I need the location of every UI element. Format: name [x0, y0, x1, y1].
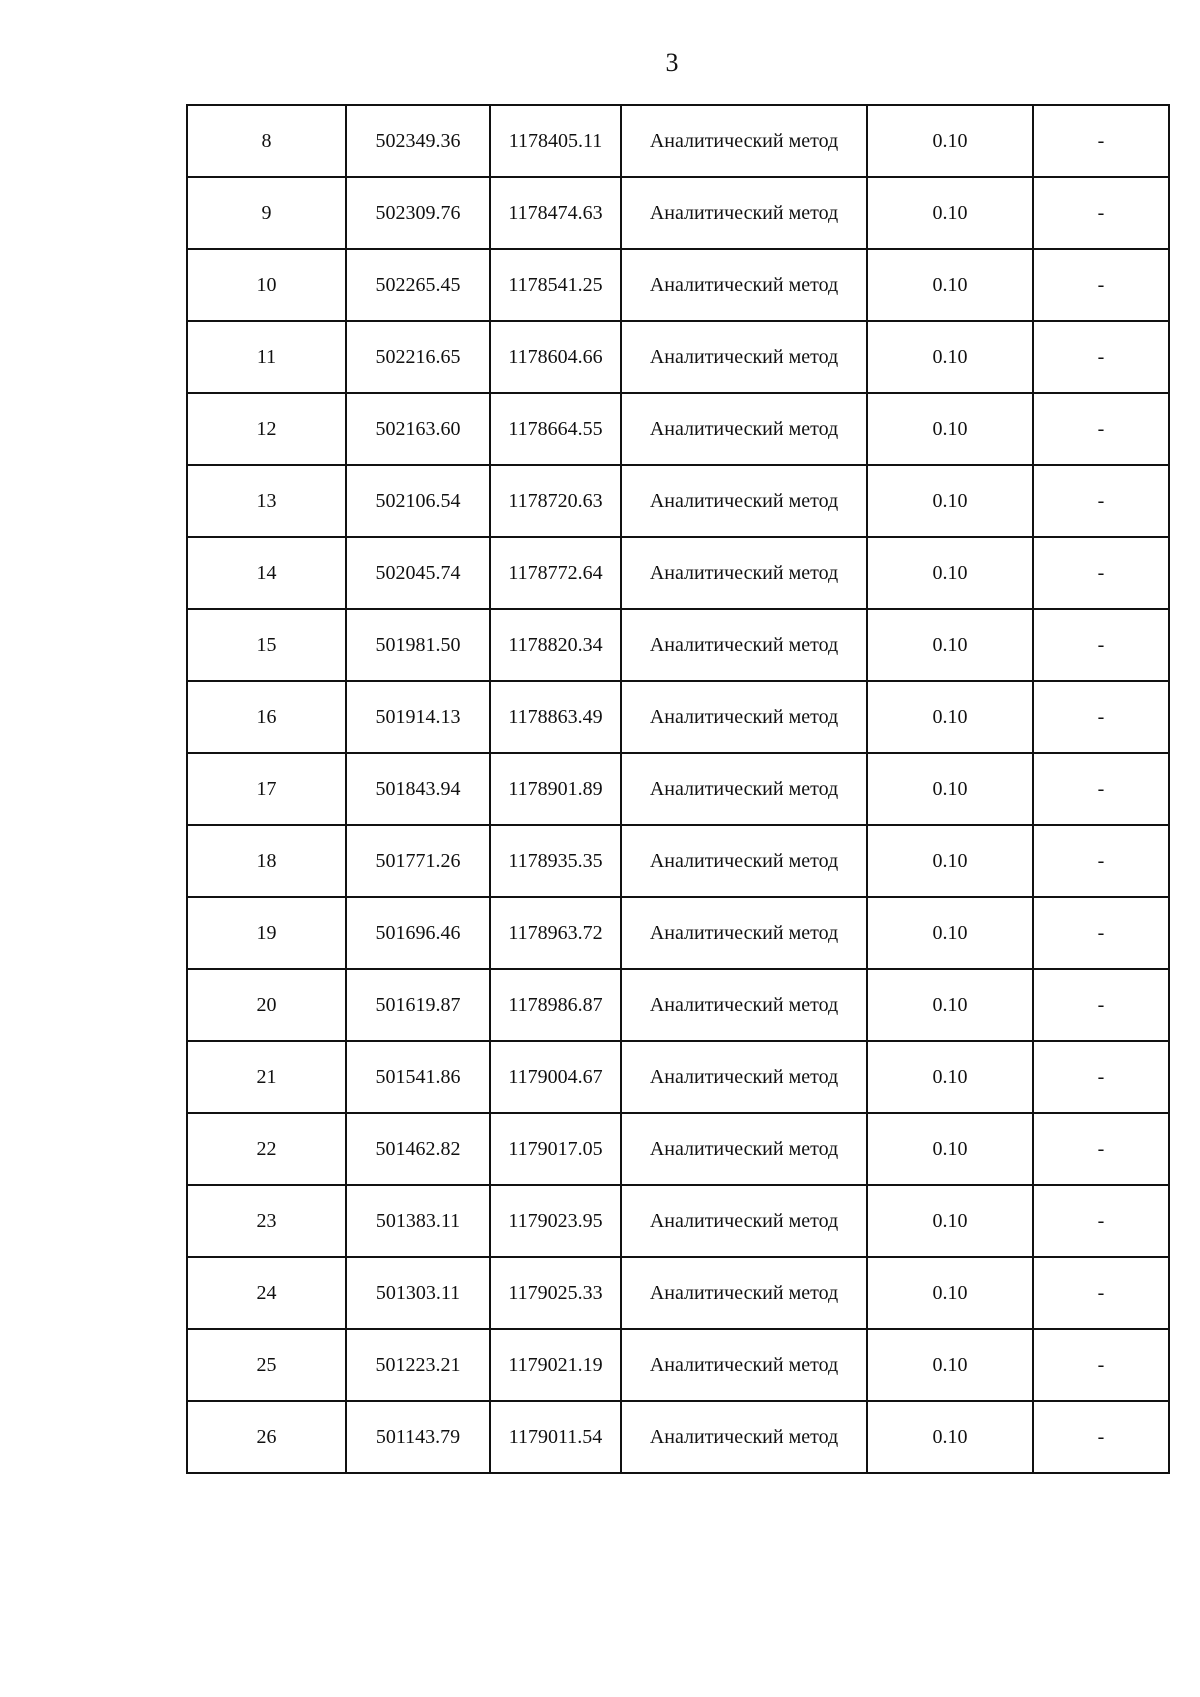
note-cell: - — [1033, 465, 1169, 537]
accuracy-cell: 0.10 — [867, 825, 1033, 897]
table-row — [187, 1401, 1169, 1473]
accuracy-cell: 0.10 — [867, 969, 1033, 1041]
accuracy-cell: 0.10 — [867, 681, 1033, 753]
y-coordinate-cell: 1179025.33 — [490, 1257, 621, 1329]
note-cell: - — [1033, 1185, 1169, 1257]
note-cell: - — [1033, 177, 1169, 249]
x-coordinate-cell: 501223.21 — [346, 1329, 490, 1401]
accuracy-cell: 0.10 — [867, 321, 1033, 393]
point-number-cell: 16 — [187, 681, 346, 753]
accuracy-cell: 0.10 — [867, 393, 1033, 465]
x-coordinate-cell: 502265.45 — [346, 249, 490, 321]
y-coordinate-cell: 1179004.67 — [490, 1041, 621, 1113]
method-cell: Аналитический метод — [621, 825, 867, 897]
note-cell: - — [1033, 249, 1169, 321]
note-cell: - — [1033, 1257, 1169, 1329]
accuracy-cell: 0.10 — [867, 1113, 1033, 1185]
method-cell: Аналитический метод — [621, 897, 867, 969]
method-cell: Аналитический метод — [621, 1113, 867, 1185]
point-number-cell: 20 — [187, 969, 346, 1041]
x-coordinate-cell: 501914.13 — [346, 681, 490, 753]
note-cell: - — [1033, 1041, 1169, 1113]
accuracy-cell: 0.10 — [867, 465, 1033, 537]
method-cell: Аналитический метод — [621, 753, 867, 825]
table-row — [187, 1041, 1169, 1113]
table-row — [187, 753, 1169, 825]
point-number-cell: 17 — [187, 753, 346, 825]
point-number-cell: 15 — [187, 609, 346, 681]
x-coordinate-cell: 501696.46 — [346, 897, 490, 969]
y-coordinate-cell: 1179023.95 — [490, 1185, 621, 1257]
point-number-cell: 19 — [187, 897, 346, 969]
accuracy-cell: 0.10 — [867, 897, 1033, 969]
y-coordinate-cell: 1179011.54 — [490, 1401, 621, 1473]
y-coordinate-cell: 1178541.25 — [490, 249, 621, 321]
table-body — [187, 105, 1169, 1473]
point-number-cell: 10 — [187, 249, 346, 321]
x-coordinate-cell: 502163.60 — [346, 393, 490, 465]
x-coordinate-cell: 502216.65 — [346, 321, 490, 393]
y-coordinate-cell: 1178986.87 — [490, 969, 621, 1041]
note-cell: - — [1033, 753, 1169, 825]
method-cell: Аналитический метод — [621, 1041, 867, 1113]
method-cell: Аналитический метод — [621, 609, 867, 681]
point-number-cell: 22 — [187, 1113, 346, 1185]
point-number-cell: 14 — [187, 537, 346, 609]
accuracy-cell: 0.10 — [867, 1401, 1033, 1473]
method-cell: Аналитический метод — [621, 321, 867, 393]
note-cell: - — [1033, 321, 1169, 393]
x-coordinate-cell: 502106.54 — [346, 465, 490, 537]
table-row — [187, 1329, 1169, 1401]
table-row — [187, 105, 1169, 177]
y-coordinate-cell: 1178772.64 — [490, 537, 621, 609]
method-cell: Аналитический метод — [621, 105, 867, 177]
accuracy-cell: 0.10 — [867, 1329, 1033, 1401]
page-number: 3 — [665, 48, 679, 77]
accuracy-cell: 0.10 — [867, 177, 1033, 249]
method-cell: Аналитический метод — [621, 681, 867, 753]
table-row — [187, 825, 1169, 897]
note-cell: - — [1033, 897, 1169, 969]
y-coordinate-cell: 1178664.55 — [490, 393, 621, 465]
table-row — [187, 465, 1169, 537]
y-coordinate-cell: 1178963.72 — [490, 897, 621, 969]
point-number-cell: 23 — [187, 1185, 346, 1257]
method-cell: Аналитический метод — [621, 1257, 867, 1329]
method-cell: Аналитический метод — [621, 177, 867, 249]
note-cell: - — [1033, 1113, 1169, 1185]
table-row — [187, 897, 1169, 969]
method-cell: Аналитический метод — [621, 1329, 867, 1401]
point-number-cell: 12 — [187, 393, 346, 465]
accuracy-cell: 0.10 — [867, 105, 1033, 177]
x-coordinate-cell: 501383.11 — [346, 1185, 490, 1257]
y-coordinate-cell: 1178720.63 — [490, 465, 621, 537]
y-coordinate-cell: 1178935.35 — [490, 825, 621, 897]
point-number-cell: 25 — [187, 1329, 346, 1401]
x-coordinate-cell: 501619.87 — [346, 969, 490, 1041]
note-cell: - — [1033, 969, 1169, 1041]
note-cell: - — [1033, 1329, 1169, 1401]
point-number-cell: 24 — [187, 1257, 346, 1329]
point-number-cell: 13 — [187, 465, 346, 537]
point-number-cell: 26 — [187, 1401, 346, 1473]
note-cell: - — [1033, 609, 1169, 681]
point-number-cell: 9 — [187, 177, 346, 249]
y-coordinate-cell: 1178820.34 — [490, 609, 621, 681]
y-coordinate-cell: 1179021.19 — [490, 1329, 621, 1401]
table-row — [187, 321, 1169, 393]
table-row — [187, 1113, 1169, 1185]
table-row — [187, 969, 1169, 1041]
accuracy-cell: 0.10 — [867, 753, 1033, 825]
accuracy-cell: 0.10 — [867, 1185, 1033, 1257]
table-row — [187, 249, 1169, 321]
note-cell: - — [1033, 537, 1169, 609]
x-coordinate-cell: 502349.36 — [346, 105, 490, 177]
y-coordinate-cell: 1179017.05 — [490, 1113, 621, 1185]
accuracy-cell: 0.10 — [867, 1041, 1033, 1113]
note-cell: - — [1033, 105, 1169, 177]
y-coordinate-cell: 1178901.89 — [490, 753, 621, 825]
method-cell: Аналитический метод — [621, 537, 867, 609]
table-row — [187, 393, 1169, 465]
x-coordinate-cell: 501981.50 — [346, 609, 490, 681]
method-cell: Аналитический метод — [621, 1401, 867, 1473]
table-row — [187, 681, 1169, 753]
x-coordinate-cell: 502309.76 — [346, 177, 490, 249]
accuracy-cell: 0.10 — [867, 249, 1033, 321]
y-coordinate-cell: 1178863.49 — [490, 681, 621, 753]
y-coordinate-cell: 1178405.11 — [490, 105, 621, 177]
point-number-cell: 8 — [187, 105, 346, 177]
table-row — [187, 609, 1169, 681]
x-coordinate-cell: 501143.79 — [346, 1401, 490, 1473]
table-row — [187, 537, 1169, 609]
accuracy-cell: 0.10 — [867, 609, 1033, 681]
point-number-cell: 18 — [187, 825, 346, 897]
method-cell: Аналитический метод — [621, 465, 867, 537]
x-coordinate-cell: 501843.94 — [346, 753, 490, 825]
table-row — [187, 177, 1169, 249]
y-coordinate-cell: 1178474.63 — [490, 177, 621, 249]
accuracy-cell: 0.10 — [867, 537, 1033, 609]
x-coordinate-cell: 501462.82 — [346, 1113, 490, 1185]
note-cell: - — [1033, 825, 1169, 897]
x-coordinate-cell: 502045.74 — [346, 537, 490, 609]
x-coordinate-cell: 501303.11 — [346, 1257, 490, 1329]
x-coordinate-cell: 501541.86 — [346, 1041, 490, 1113]
method-cell: Аналитический метод — [621, 1185, 867, 1257]
method-cell: Аналитический метод — [621, 969, 867, 1041]
y-coordinate-cell: 1178604.66 — [490, 321, 621, 393]
method-cell: Аналитический метод — [621, 249, 867, 321]
table-row — [187, 1257, 1169, 1329]
point-number-cell: 11 — [187, 321, 346, 393]
point-number-cell: 21 — [187, 1041, 346, 1113]
note-cell: - — [1033, 393, 1169, 465]
accuracy-cell: 0.10 — [867, 1257, 1033, 1329]
note-cell: - — [1033, 681, 1169, 753]
method-cell: Аналитический метод — [621, 393, 867, 465]
coordinates-table — [186, 104, 1170, 1474]
table-row — [187, 1185, 1169, 1257]
note-cell: - — [1033, 1401, 1169, 1473]
x-coordinate-cell: 501771.26 — [346, 825, 490, 897]
